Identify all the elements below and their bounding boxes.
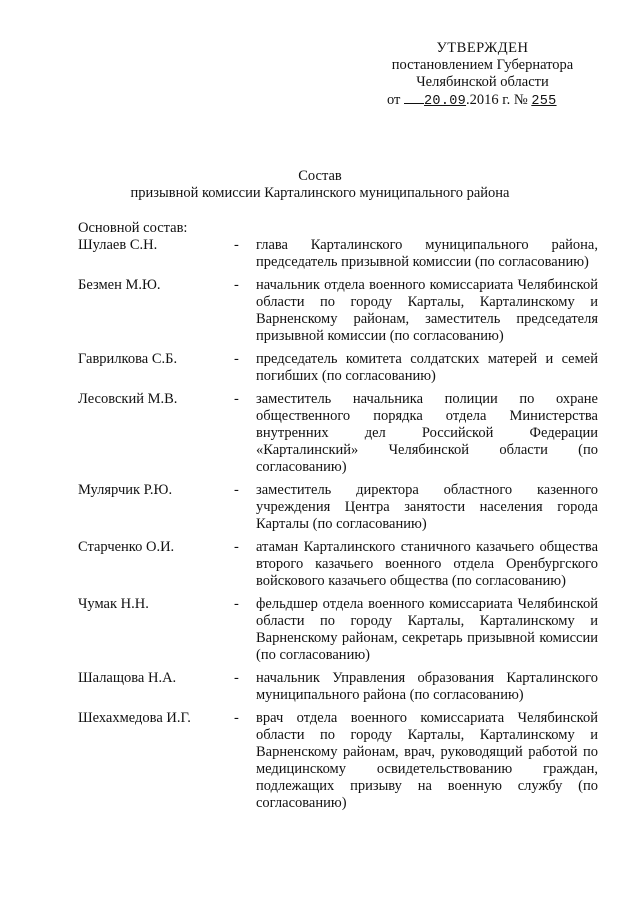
member-role: фельдшер отдела военного комиссариата Челябинской области по городу Карталы, Карталинскому и Варненскому районам, секретарь призывной комиссии (по согласованию): [256, 596, 598, 663]
member-dash: -: [234, 596, 239, 612]
member-role: начальник Управления образования Карталинского муниципального района (по согласованию): [256, 670, 598, 703]
member-dash: -: [234, 237, 239, 253]
number-prefix: №: [513, 92, 528, 108]
title-heading: Состав: [298, 168, 342, 184]
member-row: [78, 277, 598, 345]
document-title: [0, 168, 640, 202]
member-role: председатель комитета солдатских матерей и семей погибших (по согласованию): [256, 351, 598, 384]
member-name: Мулярчик Р.Ю.: [78, 482, 173, 498]
member-row: [78, 237, 598, 271]
member-dash: -: [234, 277, 239, 293]
member-row: [78, 710, 598, 812]
member-name: Чумак Н.Н.: [78, 596, 149, 612]
approval-date-line: [380, 91, 585, 110]
approval-stamp: [380, 40, 585, 110]
member-name: Лесовский М.В.: [78, 391, 178, 407]
member-name: Безмен М.Ю.: [78, 277, 161, 293]
member-dash: -: [234, 482, 239, 498]
member-role: глава Карталинского муниципального района, председатель призывной комиссии (по согласованию): [256, 237, 598, 270]
member-row: [78, 670, 598, 704]
member-row: [78, 391, 598, 476]
member-dash: -: [234, 539, 239, 555]
member-row: [78, 539, 598, 590]
section-label: Основной состав:: [78, 220, 188, 236]
date-blank: [404, 91, 424, 104]
members-list: [78, 237, 598, 812]
member-dash: -: [234, 351, 239, 367]
member-dash: -: [234, 391, 239, 407]
approval-region: Челябинской области: [416, 74, 549, 90]
title-subheading: призывной комиссии Карталинского муниципального района: [130, 185, 510, 201]
member-name: Шехахмедова И.Г.: [78, 710, 191, 726]
member-row: [78, 596, 598, 664]
approval-heading: УТВЕРЖДЕН: [436, 40, 529, 56]
member-role: заместитель директора областного казенного учреждения Центра занятости населения города Карталы (по согласованию): [256, 482, 598, 532]
member-name: Шалащова Н.А.: [78, 670, 177, 686]
member-name: Старченко О.И.: [78, 539, 175, 555]
approval-year: .2016 г.: [466, 92, 511, 108]
member-row: [78, 482, 598, 533]
member-role: заместитель начальника полиции по охране общественного порядка отдела Министерства внутренних дел Российской Федерации «Карталинский» Челябинской области (по согласованию): [256, 391, 598, 475]
member-dash: -: [234, 670, 239, 686]
member-role: атаман Карталинского станичного казачьего общества второго казачьего военного отдела Оренбургского войскового казачьего общества (по согласованию): [256, 539, 598, 589]
date-prefix: от: [387, 92, 401, 108]
member-row: [78, 351, 598, 385]
member-name: Гаврилкова С.Б.: [78, 351, 178, 367]
member-role: начальник отдела военного комиссариата Челябинской области по городу Карталы, Карталинскому и Варненскому районам, заместитель председателя призывной комиссии (по согласованию): [256, 277, 598, 344]
approval-number: 255: [531, 94, 557, 109]
approval-authority: постановлением Губернатора: [391, 57, 574, 73]
member-role: врач отдела военного комиссариата Челябинской области по городу Карталы, Карталинскому и Варненскому районам, врач, руководящий работой по медицинскому освидетельствованию граждан, подлежащих призыву на военную службу (по согласованию): [256, 710, 598, 811]
member-name: Шулаев С.Н.: [78, 237, 158, 253]
member-dash: -: [234, 710, 239, 726]
approval-date: 20.09: [424, 94, 467, 109]
